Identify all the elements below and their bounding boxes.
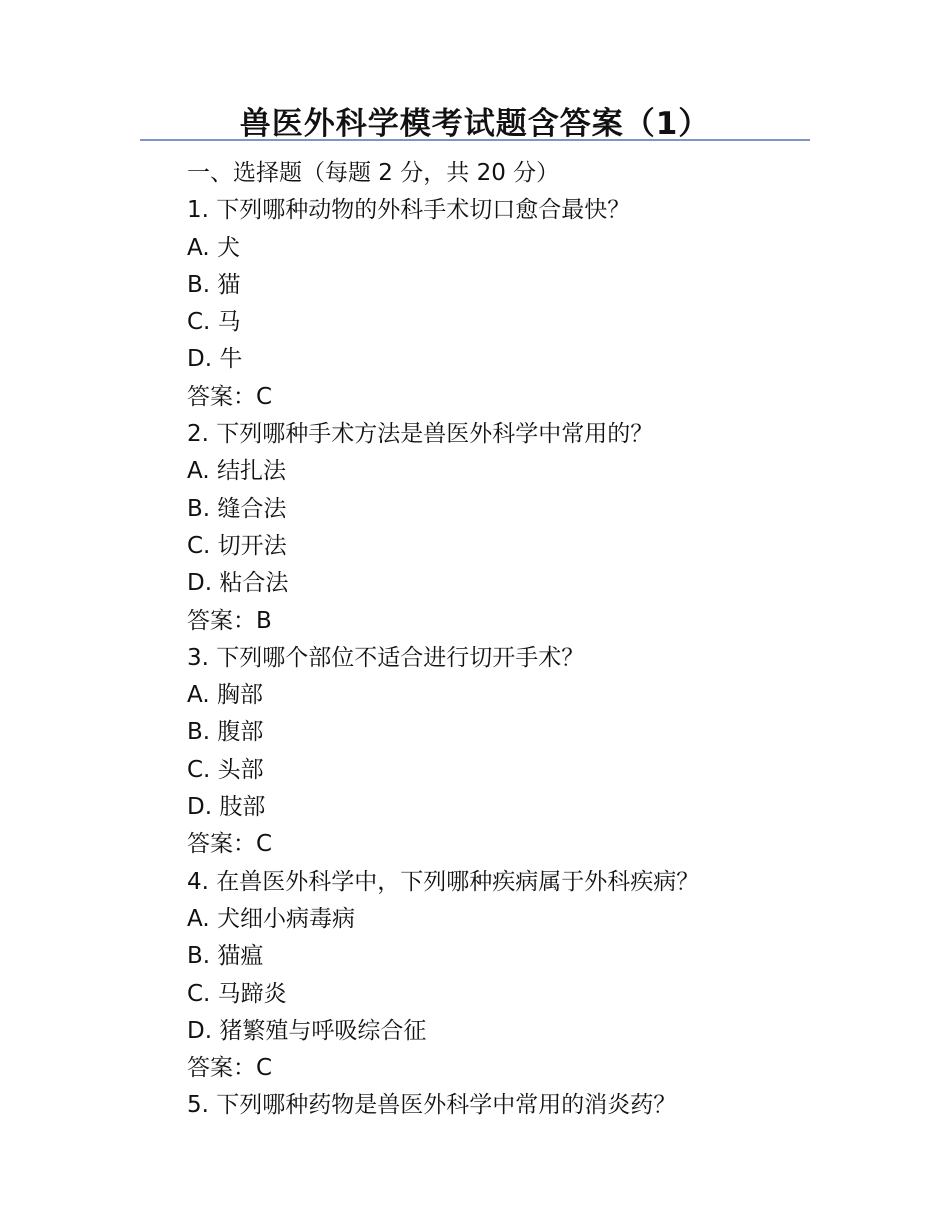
option-b: B. 缝合法 — [187, 495, 287, 522]
document-body — [187, 155, 827, 1125]
answer-line: 答案：C — [187, 383, 273, 410]
question-stem: 5. 下列哪种药物是兽医外科学中常用的消炎药？ — [187, 1092, 677, 1119]
question-block — [187, 416, 827, 640]
option-c: C. 头部 — [187, 756, 264, 783]
question-block — [187, 1087, 827, 1124]
option-c: C. 马蹄炎 — [187, 980, 287, 1007]
question-stem: 2. 下列哪种手术方法是兽医外科学中常用的？ — [187, 421, 654, 448]
option-d: D. 猪繁殖与呼吸综合征 — [187, 1017, 427, 1044]
question-stem: 3. 下列哪个部位不适合进行切开手术？ — [187, 644, 585, 671]
answer-line: 答案：C — [187, 831, 273, 858]
option-a: A. 犬细小病毒病 — [187, 905, 355, 932]
option-a: A. 犬 — [187, 234, 240, 261]
option-a: A. 结扎法 — [187, 458, 286, 485]
option-c: C. 马 — [187, 309, 241, 336]
option-d: D. 牛 — [187, 346, 243, 373]
option-c: C. 切开法 — [187, 532, 287, 559]
option-d: D. 粘合法 — [187, 570, 289, 597]
question-block — [187, 864, 827, 1088]
title-underline — [140, 139, 810, 141]
option-b: B. 猫瘟 — [187, 943, 264, 970]
option-d: D. 肢部 — [187, 794, 266, 821]
option-b: B. 猫 — [187, 271, 241, 298]
section-heading: 一、选择题（每题 2 分，共 20 分） — [187, 160, 560, 186]
question-block — [187, 640, 827, 864]
answer-line: 答案：B — [187, 607, 272, 634]
option-a: A. 胸部 — [187, 682, 263, 709]
question-block — [187, 192, 827, 416]
document-title: 兽医外科学模考试题含答案（1） — [239, 106, 711, 142]
question-stem: 1. 下列哪种动物的外科手术切口愈合最快？ — [187, 197, 631, 224]
answer-line: 答案：C — [187, 1055, 273, 1082]
question-stem: 4. 在兽医外科学中，下列哪种疾病属于外科疾病？ — [187, 868, 700, 895]
option-b: B. 腹部 — [187, 719, 264, 746]
